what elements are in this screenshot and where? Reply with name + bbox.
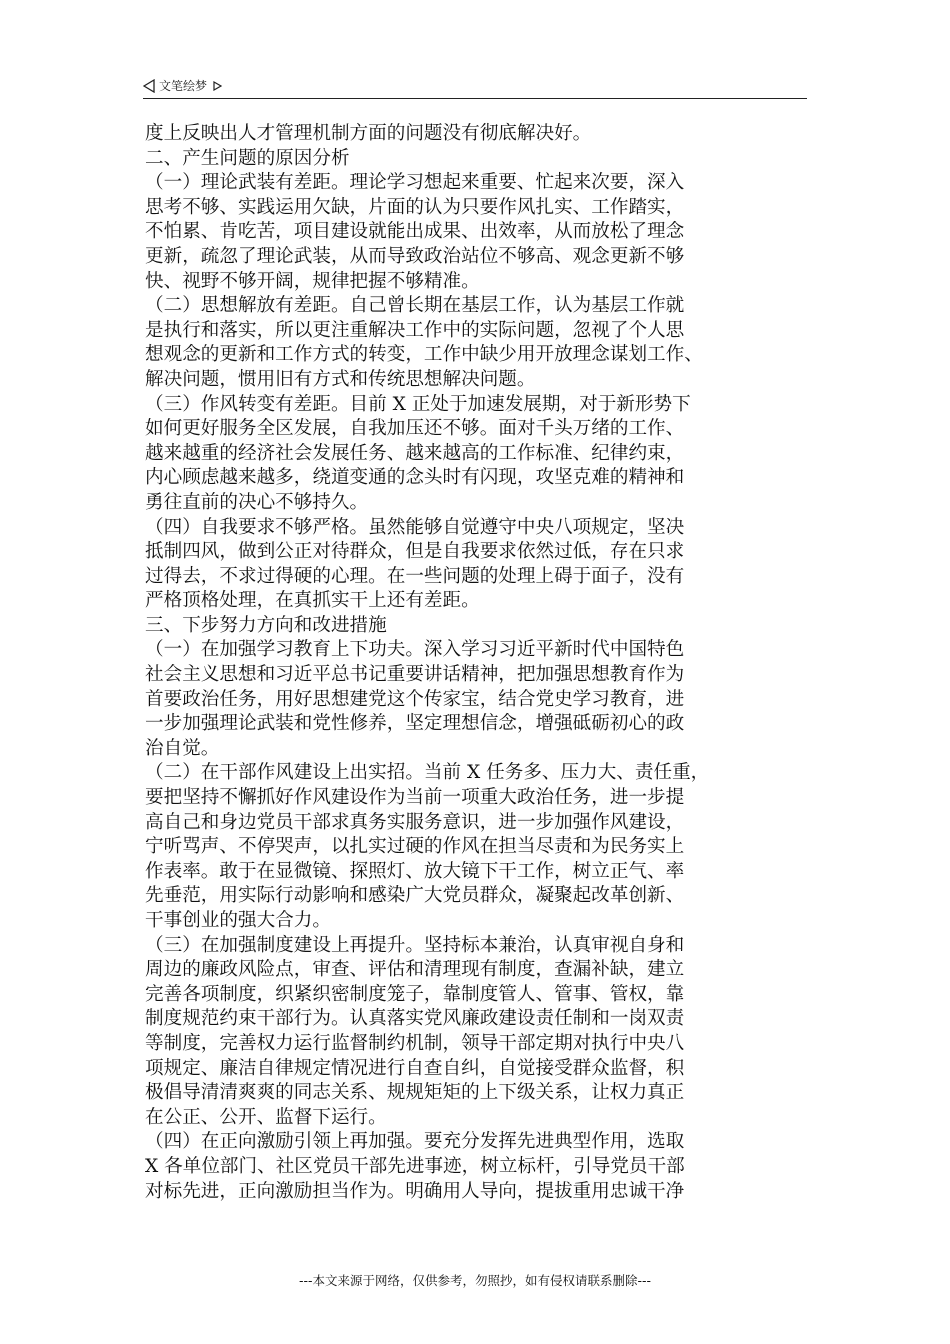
text-line: 先垂范，用实际行动影响和感染广大党员群众，凝聚起改革创新、 bbox=[145, 885, 685, 907]
text-line: 如何更好服务全区发展，自我加压还不够。面对千头万绪的工作、 bbox=[145, 418, 685, 440]
text-line: 宁听骂声、不停哭声，以扎实过硬的作风在担当尽责和为民务实上 bbox=[145, 836, 685, 858]
triangle-left-icon bbox=[143, 79, 155, 93]
text-line: 项规定、廉洁自律规定情况进行自查自纠，自觉接受群众监督，积 bbox=[145, 1057, 685, 1079]
text-line: 不怕累、肯吃苦，项目建设就能出成果、出效率，从而放松了理念 bbox=[145, 221, 685, 243]
document-body bbox=[145, 122, 825, 1204]
text-line: 首要政治任务，用好思想建党这个传家宝，结合党史学习教育，进 bbox=[145, 688, 685, 710]
text-line: （二）在干部作风建设上出实招。当前 X 任务多、压力大、责任重， bbox=[145, 762, 710, 784]
text-line: X 各单位部门、社区党员干部先进事迹，树立标杆，引导党员干部 bbox=[145, 1155, 685, 1177]
text-line: 在公正、公开、监督下运行。 bbox=[145, 1106, 387, 1128]
text-line: （三）作风转变有差距。目前 X 正处于加速发展期，对于新形势下 bbox=[145, 393, 691, 415]
text-line: 严格顶格处理，在真抓实干上还有差距。 bbox=[145, 590, 480, 612]
text-line: 等制度，完善权力运行监督制约机制，领导干部定期对执行中央八 bbox=[145, 1032, 685, 1054]
triangle-right-icon bbox=[213, 81, 222, 91]
text-line: 抵制四风，做到公正对待群众，但是自我要求依然过低，存在只求 bbox=[145, 541, 685, 563]
text-line: 越来越重的经济社会发展任务、越来越高的工作标准、纪律约束， bbox=[145, 442, 685, 464]
text-line: 二、产生问题的原因分析 bbox=[145, 147, 350, 169]
text-line: 对标先进，正向激励担当作为。明确用人导向，提拔重用忠诚干净 bbox=[145, 1180, 685, 1202]
text-line: （三）在加强制度建设上再提升。坚持标本兼治，认真审视自身和 bbox=[145, 934, 685, 956]
text-line: 更新，疏忽了理论武装，从而导致政治站位不够高、观念更新不够 bbox=[145, 245, 685, 267]
text-line: 是执行和落实，所以更注重解决工作中的实际问题，忽视了个人思 bbox=[145, 319, 685, 341]
text-line: 解决问题，惯用旧有方式和传统思想解决问题。 bbox=[145, 368, 536, 390]
text-line: 一步加强理论武装和党性修养，坚定理想信念，增强砥砺初心的政 bbox=[145, 713, 685, 735]
text-line: 社会主义思想和习近平总书记重要讲话精神，把加强思想教育作为 bbox=[145, 664, 685, 686]
text-line: 周边的廉政风险点，审查、评估和清理现有制度，查漏补缺，建立 bbox=[145, 959, 685, 981]
text-line: 思考不够、实践运用欠缺，片面的认为只要作风扎实、工作踏实， bbox=[145, 196, 685, 218]
text-line: 度上反映出人才管理机制方面的问题没有彻底解决好。 bbox=[145, 123, 592, 144]
text-line: 要把坚持不懈抓好作风建设作为当前一项重大政治任务，进一步提 bbox=[145, 787, 685, 809]
text-line: （一）理论武装有差距。理论学习想起来重要、忙起来次要，深入 bbox=[145, 172, 685, 194]
text-line: 治自觉。 bbox=[145, 737, 220, 759]
header-brand bbox=[143, 77, 222, 94]
text-line: （四）自我要求不够严格。虽然能够自觉遵守中央八项规定，坚决 bbox=[145, 516, 685, 538]
text-line: 极倡导清清爽爽的同志关系、规规矩矩的上下级关系，让权力真正 bbox=[145, 1082, 685, 1104]
text-line: 完善各项制度，织紧织密制度笼子，靠制度管人、管事、管权，靠 bbox=[145, 983, 685, 1005]
text-line: （一）在加强学习教育上下功夫。深入学习习近平新时代中国特色 bbox=[145, 639, 685, 661]
text-line: 高自己和身边党员干部求真务实服务意识，进一步加强作风建设， bbox=[145, 811, 685, 833]
text-line: 勇往直前的决心不够持久。 bbox=[145, 491, 369, 513]
text-line: 快、视野不够开阔，规律把握不够精准。 bbox=[145, 270, 480, 292]
footer-disclaimer: ---本文来源于网络，仅供参考，勿照抄，如有侵权请联系删除--- bbox=[298, 1273, 652, 1288]
text-line: （四）在正向激励引领上再加强。要充分发挥先进典型作用，选取 bbox=[145, 1131, 685, 1153]
text-line: 作表率。敢于在显微镜、探照灯、放大镜下干工作，树立正气、率 bbox=[145, 860, 685, 882]
text-line: 制度规范约束干部行为。认真落实党风廉政建设责任制和一岗双责 bbox=[145, 1008, 685, 1030]
text-line: 内心顾虑越来越多，绕道变通的念头时有闪现，攻坚克难的精神和 bbox=[145, 467, 685, 489]
text-line: （二）思想解放有差距。自己曾长期在基层工作，认为基层工作就 bbox=[145, 295, 685, 317]
header-brand-text: 文笔绘梦 bbox=[159, 79, 208, 93]
page-header bbox=[143, 72, 807, 99]
text-line: 三、下步努力方向和改进措施 bbox=[145, 614, 387, 636]
text-line: 干事创业的强大合力。 bbox=[145, 910, 331, 931]
text-line: 过得去，不求过得硬的心理。在一些问题的处理上碍于面子，没有 bbox=[145, 565, 685, 587]
text-line: 想观念的更新和工作方式的转变，工作中缺少用开放理念谋划工作、 bbox=[145, 344, 703, 366]
